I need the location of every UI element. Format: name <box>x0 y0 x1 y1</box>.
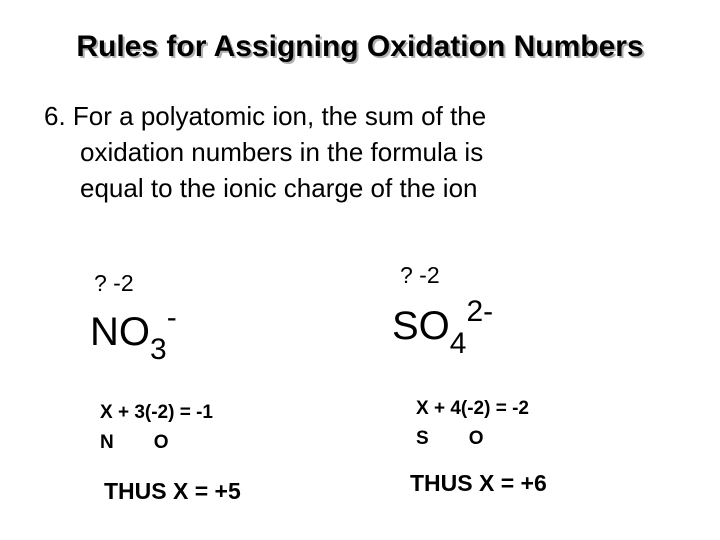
example-sulfate-result: THUS X = +6 <box>410 470 547 496</box>
example-nitrate-formula <box>90 301 177 366</box>
sulfate-symbol-s: S <box>416 428 429 449</box>
example-nitrate-result: THUS X = +5 <box>104 478 241 504</box>
rule-line-3: equal to the ionic charge of the ion <box>80 173 478 203</box>
example-nitrate-equation-block <box>100 398 213 458</box>
sulfate-formula-charge: 2- <box>466 295 494 328</box>
sulfate-symbol-o: O <box>468 428 484 449</box>
example-nitrate-oxidation-label: ? -2 <box>94 270 134 296</box>
example-sulfate-formula <box>392 295 494 360</box>
rule-line-1: 6. For a polyatomic ion, the sum of the <box>44 101 487 131</box>
slide-title: Rules for Assigning Oxidation Numbers <box>76 30 644 63</box>
nitrate-formula-charge: - <box>166 301 177 334</box>
rule-text <box>44 98 664 206</box>
nitrate-formula-subscript: 3 <box>150 333 167 366</box>
nitrate-symbol-o: O <box>153 432 169 453</box>
sulfate-element-symbols <box>416 424 529 454</box>
nitrate-symbol-n: N <box>100 432 114 453</box>
sulfate-formula-base: SO <box>392 304 450 348</box>
sulfate-formula-subscript: 4 <box>449 327 467 360</box>
example-sulfate-equation-block <box>416 394 529 454</box>
nitrate-element-symbols <box>100 428 213 458</box>
rule-line-2: oxidation numbers in the formula is <box>80 137 484 167</box>
example-sulfate-oxidation-label: ? -2 <box>400 262 440 288</box>
sulfate-equation: X + 4(-2) = -2 <box>416 398 529 419</box>
nitrate-formula-base: NO <box>90 310 150 354</box>
nitrate-equation: X + 3(-2) = -1 <box>100 402 213 423</box>
